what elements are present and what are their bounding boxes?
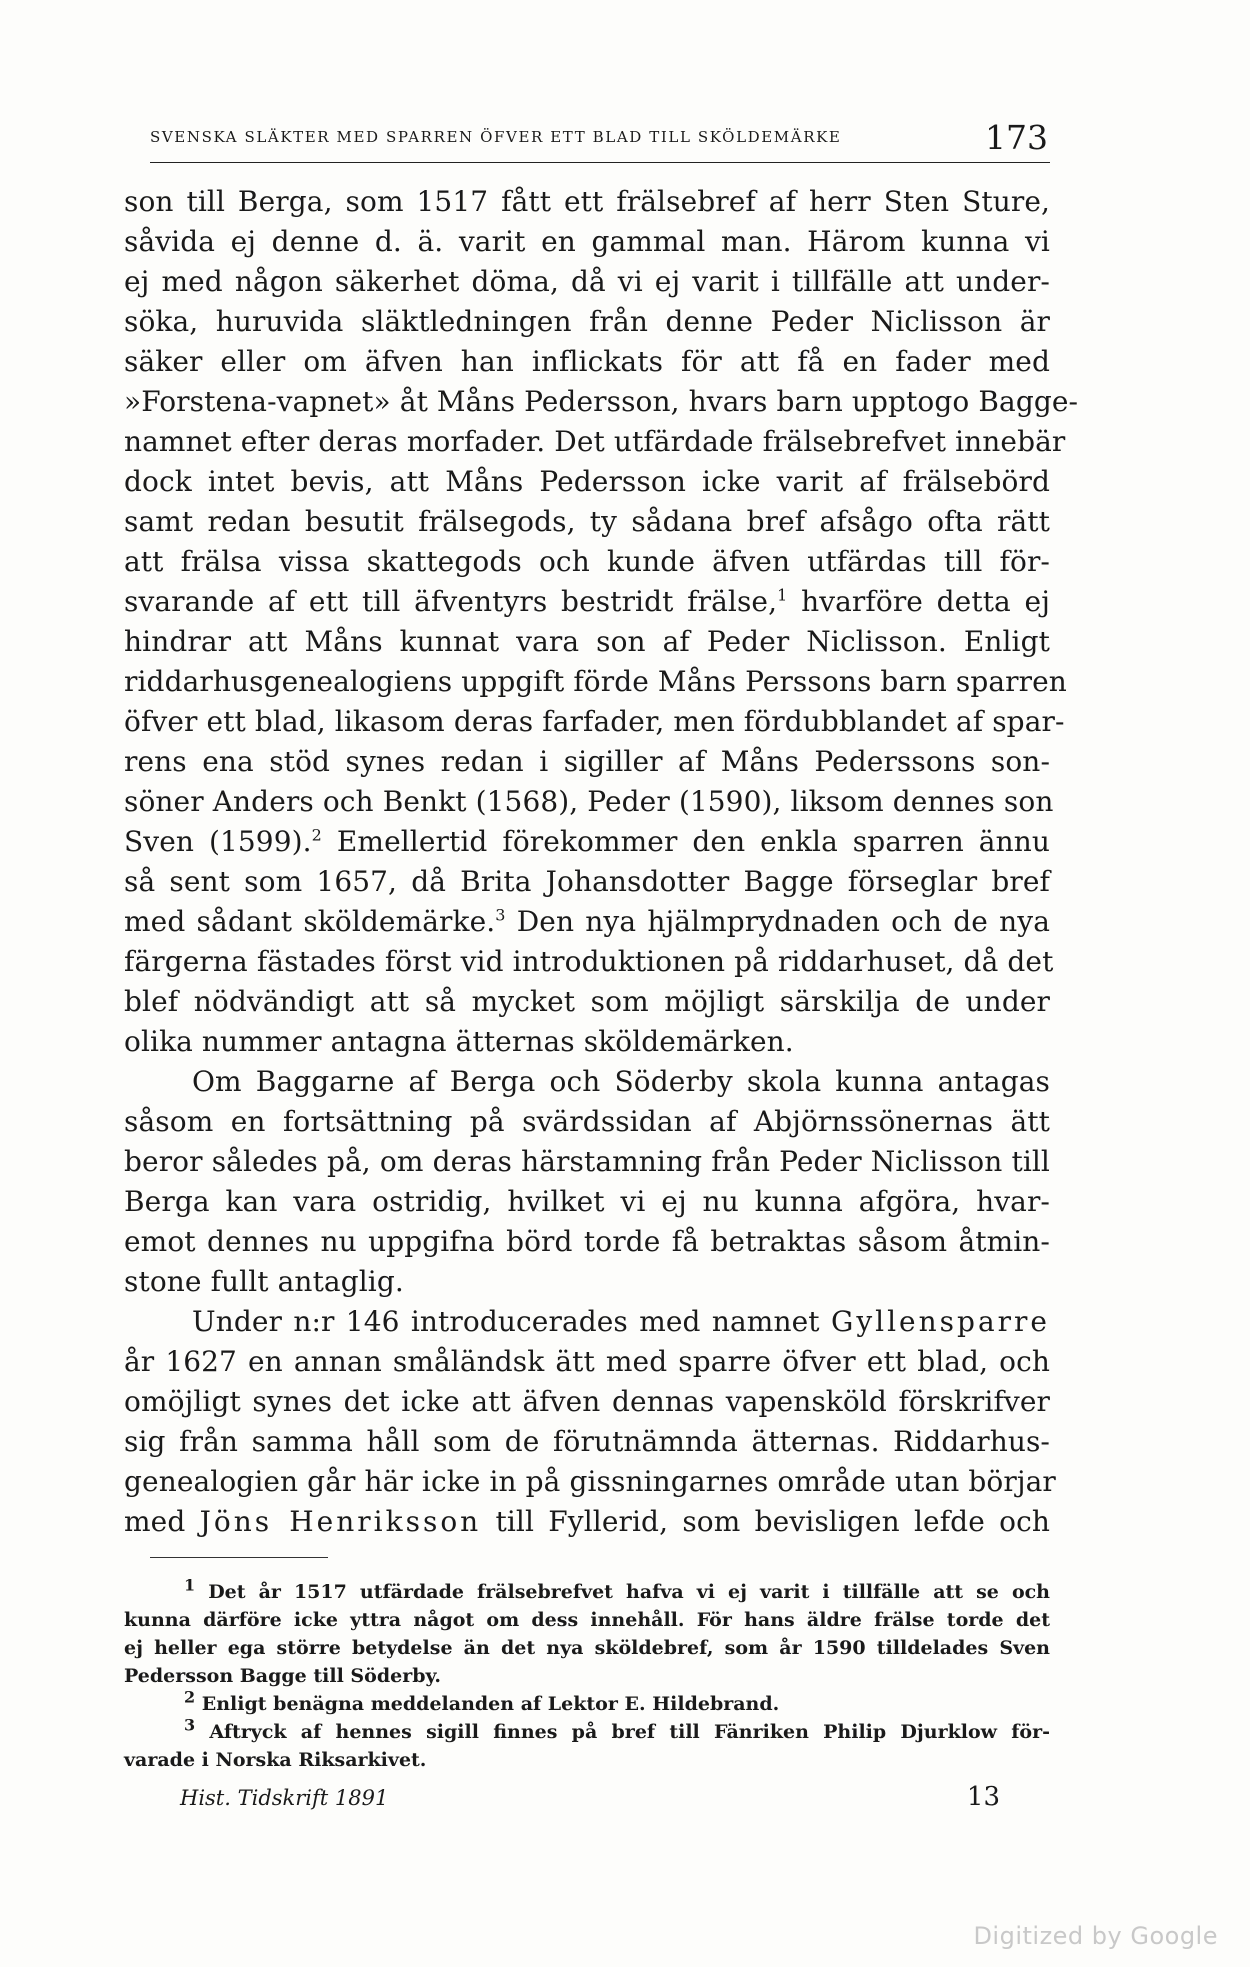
text-line: hindrar att Måns kunnat vara son af Peder Niclisson. Enligt	[124, 625, 1050, 658]
text-line: namnet efter deras morfader. Det utfärdade frälsebrefvet innebär	[124, 425, 1066, 458]
text-line: sig från samma håll som de förutnämnda ätternas. Riddarhus-	[124, 1425, 1050, 1458]
text-line: son till Berga, som 1517 fått ett frälsebref af herr Sten Sture,	[124, 185, 1050, 218]
text-line: riddarhusgenealogiens uppgift förde Måns Perssons barn sparren	[124, 665, 1067, 698]
line-text: Under n:r 146 introducerades med namnet	[192, 1305, 820, 1338]
footnote-ref: 3	[495, 905, 506, 925]
text-line: »Forstena-vapnet» åt Måns Pedersson, hvars barn upptogo Bagge-	[124, 385, 1079, 418]
text-line: såsom en fortsättning på svärdssidan af Abjörnssönernas ätt	[124, 1105, 1050, 1138]
page-number: 173	[985, 118, 1048, 157]
text-line: stone fullt antaglig.	[124, 1265, 404, 1298]
text-line: söka, huruvida släktledningen från denne Peder Niclisson är	[124, 305, 1050, 338]
text-line: färgerna fästades först vid introduktionen på riddarhuset, då det	[124, 945, 1054, 978]
line-text: till	[495, 1505, 535, 1538]
paragraph-start: Om Baggarne af Berga och Söderby skola kunna antagas	[192, 1065, 1050, 1098]
line-text: med sådant sköldemärke.	[124, 905, 496, 938]
text-line: ej med någon säkerhet döma, då vi ej varit i tillfälle att under-	[124, 265, 1050, 298]
line-text: Den nya hjälmprydnaden och de nya	[505, 905, 1050, 938]
footnote-marker: 2	[184, 1687, 196, 1707]
footnote-marker: 3	[184, 1715, 196, 1735]
line-text: hvarföre detta ej	[787, 585, 1050, 618]
body-text	[124, 182, 1079, 1542]
line-text: Emellertid förekommer den enkla sparren ännu	[321, 825, 1050, 858]
text-line: säker eller om äfven han inflickats för att få en fader med	[124, 345, 1050, 378]
line-text: med	[124, 1505, 186, 1538]
text-line: söner Anders och Benkt (1568), Peder (1590), liksom dennes son	[124, 785, 1054, 818]
text-line: emot dennes nu uppgifna börd torde få betraktas såsom åtmin-	[124, 1225, 1050, 1258]
text-line: dock intet bevis, att Måns Pedersson icke varit af frälsebörd	[124, 465, 1050, 498]
text-line: blef nödvändigt att så mycket som möjligt särskilja de under	[124, 985, 1050, 1018]
spaced-name: Gyllensparre	[830, 1305, 1050, 1338]
footnote-text: Aftryck af hennes sigill finnes på bref till Fänriken Philip Djurklow för-	[209, 1721, 1051, 1743]
text-line	[124, 902, 1050, 942]
footnote-marker: 1	[184, 1575, 196, 1595]
footnote-line	[124, 1687, 1050, 1718]
footnote-line	[124, 1715, 1051, 1746]
footnote-text: Det år 1517 utfärdade frälsebrefvet hafva vi ej varit i tillfälle att se och	[208, 1581, 1050, 1603]
line-text: Fyllerid, som bevisligen lefde och	[548, 1505, 1050, 1538]
text-line: omöjligt synes det icke att äfven dennas vapensköld förskrifver	[124, 1385, 1050, 1418]
text-line: att frälsa vissa skattegods och kunde äfven utfärdas till för-	[124, 545, 1050, 578]
watermark: Digitized by Google	[973, 1922, 1218, 1950]
text-line: öfver ett blad, likasom deras farfader, men fördubblandet af spar-	[124, 705, 1065, 738]
footnote-line: Pedersson Bagge till Söderby.	[124, 1665, 441, 1687]
text-line: samt redan besutit frälsegods, ty sådana bref afsågo ofta rätt	[124, 505, 1050, 538]
running-head: SVENSKA SLÄKTER MED SPARREN ÖFVER ETT BLAD TILL SKÖLDEMÄRKE	[150, 128, 842, 146]
footnotes	[124, 1575, 1051, 1774]
text-line	[124, 582, 1050, 622]
line-text: Sven (1599).	[124, 825, 312, 858]
text-line	[124, 1502, 1050, 1542]
text-line: år 1627 en annan småländsk ätt med sparre öfver ett blad, och	[124, 1345, 1050, 1378]
page-header	[150, 116, 1050, 163]
text-line: beror således på, om deras härstamning från Peder Niclisson till	[124, 1145, 1050, 1178]
text-line	[124, 822, 1050, 862]
text-line: genealogien går här icke in på gissningarnes område utan börjar	[124, 1465, 1056, 1498]
text-line: så sent som 1657, då Brita Johansdotter Bagge förseglar bref	[124, 865, 1050, 898]
paragraph-start	[124, 1302, 1050, 1342]
page-footer	[180, 1782, 1000, 1822]
footnote-text: Enligt benägna meddelanden af Lektor E. Hildebrand.	[201, 1693, 780, 1715]
footnote-ref: 2	[311, 825, 322, 845]
sheet-number: 13	[966, 1782, 1000, 1812]
text-line: såvida ej denne d. ä. varit en gammal man. Härom kunna vi	[124, 225, 1050, 258]
spaced-name: Jöns Henriksson	[199, 1505, 482, 1538]
footnote-ref: 1	[777, 585, 788, 605]
printer-signature: Hist. Tidskrift 1891	[180, 1786, 389, 1810]
text-line: olika nummer antagna ätternas sköldemärken.	[124, 1025, 794, 1058]
footnote-line: varade i Norska Riksarkivet.	[124, 1749, 427, 1771]
footnote-divider	[150, 1557, 328, 1558]
text-line: rens ena stöd synes redan i sigiller af Måns Pederssons son-	[124, 745, 1050, 778]
footnote-line	[124, 1575, 1050, 1606]
line-text: svarande af ett till äfventyrs bestridt frälse,	[124, 585, 778, 618]
footnote-line: kunna därföre icke yttra något om dess innehåll. För hans äldre frälse torde det	[124, 1609, 1050, 1631]
text-line: Berga kan vara ostridig, hvilket vi ej nu kunna afgöra, hvar-	[124, 1185, 1050, 1218]
footnote-line: ej heller ega större betydelse än det nya sköldebref, som år 1590 tilldelades Sven	[124, 1637, 1050, 1659]
